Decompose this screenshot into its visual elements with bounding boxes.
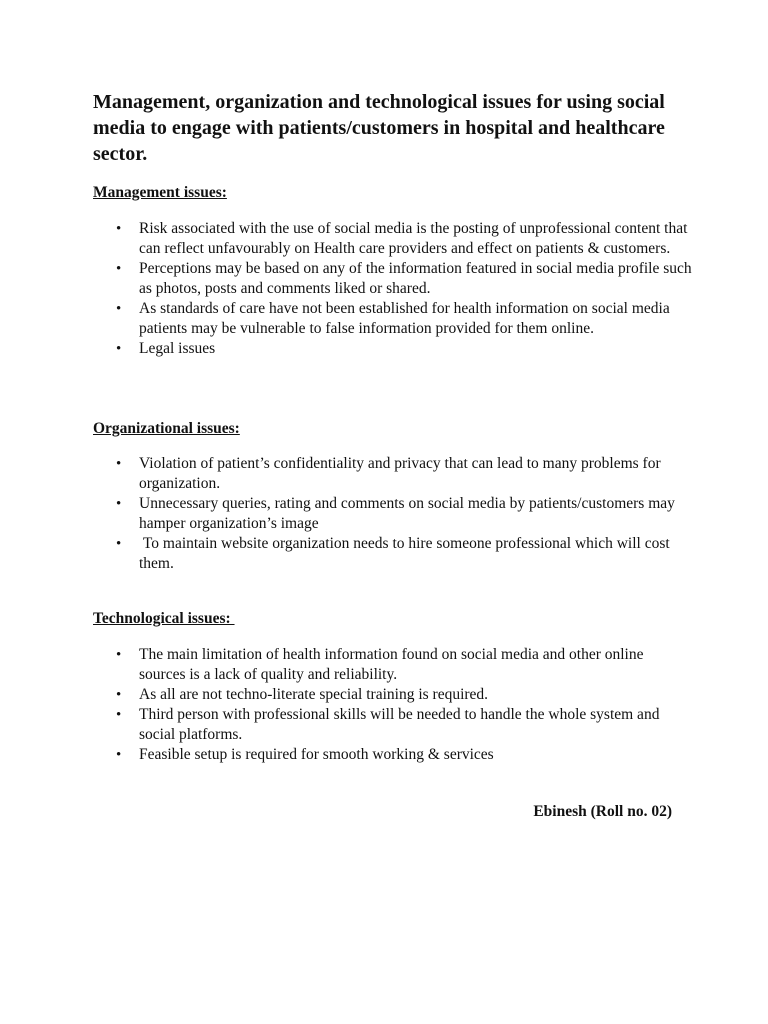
- technological-issues-list: [93, 645, 693, 765]
- list-item: • Violation of patient’s confidentiality and privacy that can lead to many problems for organization.: [116, 455, 661, 492]
- bullet-icon: •: [116, 301, 122, 317]
- bullet-icon: •: [116, 687, 122, 703]
- list-item: • As all are not techno-literate special training is required.: [116, 686, 489, 703]
- bullet-icon: •: [116, 707, 122, 723]
- list-item: • Feasible setup is required for smooth working & services: [116, 746, 494, 763]
- bullet-icon: •: [116, 456, 122, 472]
- list-item: • As standards of care have not been established for health information on social media patients may be vulnerable to false information provided for them online.: [116, 300, 670, 337]
- document-title: Management, organization and technological issues for using social media to engage with patients/customers in hospital and healthcare sector.: [93, 91, 665, 165]
- bullet-icon: •: [116, 647, 122, 663]
- management-issues-list: [93, 219, 693, 359]
- bullet-icon: •: [116, 747, 122, 763]
- list-item: • Legal issues: [116, 340, 216, 357]
- list-item: • Risk associated with the use of social media is the posting of unprofessional content that can reflect unfavourably on Health care providers and effect on patients & customers.: [116, 220, 688, 257]
- section-heading-technological: Technological issues:: [93, 610, 235, 627]
- bullet-icon: •: [116, 221, 122, 237]
- list-item: • Unnecessary queries, rating and comments on social media by patients/customers may hamper organization’s image: [116, 495, 675, 532]
- organizational-issues-list: [93, 454, 693, 574]
- bullet-icon: •: [116, 341, 122, 357]
- list-item: • To maintain website organization needs to hire someone professional which will cost them.: [116, 535, 674, 572]
- bullet-icon: •: [116, 261, 122, 277]
- bullet-icon: •: [116, 536, 122, 552]
- bullet-icon: •: [116, 496, 122, 512]
- list-item: • Perceptions may be based on any of the information featured in social media profile such as photos, posts and comments liked or shared.: [116, 260, 692, 297]
- list-item: • The main limitation of health information found on social media and other online sources is a lack of quality and reliability.: [116, 646, 644, 683]
- section-heading-management: Management issues:: [93, 184, 227, 201]
- section-heading-organizational: Organizational issues:: [93, 420, 240, 437]
- list-item: • Third person with professional skills will be needed to handle the whole system and social platforms.: [116, 706, 660, 743]
- author-signature: Ebinesh (Roll no. 02): [533, 803, 672, 820]
